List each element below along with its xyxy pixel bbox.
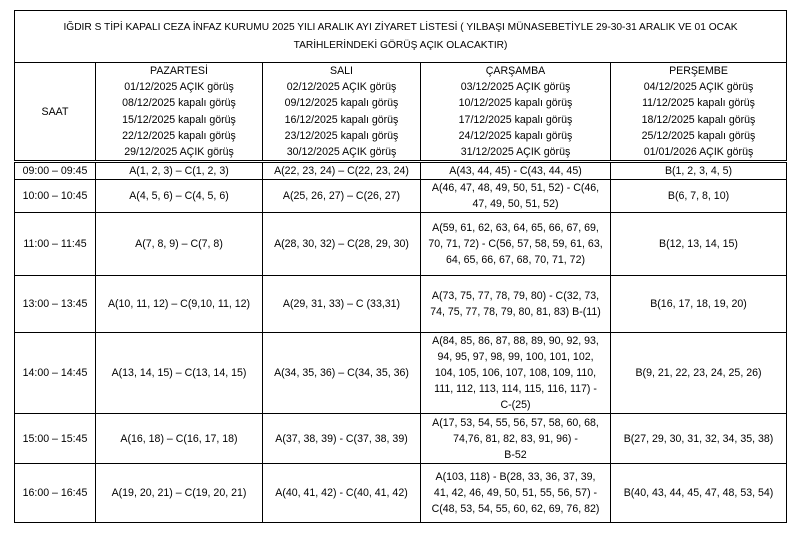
ward-group-line: C(48, 53, 54, 55, 60, 62, 69, 76, 82) xyxy=(431,503,600,516)
date-line: 23/12/2025 kapalı görüş xyxy=(284,129,399,142)
day-name: ÇARŞAMBA xyxy=(485,65,546,77)
persembe-slot-cell xyxy=(611,414,787,464)
pazartesi-slot-cell xyxy=(96,333,263,414)
time-slot-cell xyxy=(15,414,96,464)
ward-group-text: B(16, 17, 18, 19, 20) xyxy=(650,298,747,311)
persembe-slot-cell xyxy=(611,213,787,276)
ward-group-line: 94, 95, 97, 98, 99, 100, 101, 102, xyxy=(437,351,594,364)
day-header-pazartesi xyxy=(96,63,263,162)
carsamba-slot-cell xyxy=(421,464,611,523)
schedule-row xyxy=(15,180,787,213)
ward-group-line: B-52 xyxy=(504,448,527,461)
ward-group-text: B(6, 7, 8, 10) xyxy=(667,190,730,203)
time-slot: 15:00 – 15:45 xyxy=(22,432,88,445)
carsamba-slot-cell xyxy=(421,276,611,333)
ward-group-text: A(28, 30, 32) – C(28, 29, 30) xyxy=(274,238,409,251)
time-slot: 09:00 – 09:45 xyxy=(22,165,88,178)
ward-group-text: A(1, 2, 3) – C(1, 2, 3) xyxy=(129,165,229,178)
time-slot-cell xyxy=(15,464,96,523)
time-slot: 11:00 – 11:45 xyxy=(23,238,87,251)
ward-group-line: 70, 71, 72) - C(56, 57, 58, 59, 61, 63, xyxy=(428,238,603,251)
ward-group-line: 104, 105, 106, 107, 108, 109, 110, xyxy=(434,367,597,380)
ward-group-text: B(1, 2, 3, 4, 5) xyxy=(664,165,733,178)
pazartesi-slot-cell xyxy=(96,213,263,276)
pazartesi-slot-cell xyxy=(96,180,263,213)
ward-group-text: B(27, 29, 30, 31, 32, 34, 35, 38) xyxy=(623,432,774,445)
carsamba-slot-cell xyxy=(421,213,611,276)
time-slot: 16:00 – 16:45 xyxy=(22,487,88,500)
schedule-row xyxy=(15,414,787,464)
schedule-row xyxy=(15,276,787,333)
ward-group-line: 74,76, 81, 82, 83, 91, 96) - xyxy=(453,432,578,445)
day-name: SALI xyxy=(330,65,353,77)
date-line: 17/12/2025 kapalı görüş xyxy=(458,113,573,126)
date-line: 24/12/2025 kapalı görüş xyxy=(458,129,573,142)
time-header-label: SAAT xyxy=(41,105,69,118)
ward-group-line: A(17, 53, 54, 55, 56, 57, 58, 60, 68, xyxy=(432,416,599,429)
date-line: 16/12/2025 kapalı görüş xyxy=(284,113,399,126)
date-line: 01/12/2025 AÇIK görüş xyxy=(124,81,234,94)
ward-group-text: A(16, 18) – C(16, 17, 18) xyxy=(120,432,238,445)
date-line: 04/12/2025 AÇIK görüş xyxy=(643,81,754,94)
time-slot-cell xyxy=(15,180,96,213)
ward-group-text: A(34, 35, 36) – C(34, 35, 36) xyxy=(274,367,409,380)
sali-slot-cell xyxy=(263,414,421,464)
time-header xyxy=(15,63,96,162)
persembe-slot-cell xyxy=(611,464,787,523)
carsamba-slot-cell xyxy=(421,414,611,464)
time-slot-cell xyxy=(15,333,96,414)
time-slot: 14:00 – 14:45 xyxy=(22,367,88,380)
date-line: 18/12/2025 kapalı görüş xyxy=(641,113,756,126)
persembe-slot-cell xyxy=(611,180,787,213)
sali-slot-cell xyxy=(263,162,421,180)
document-title: IĞDIR S TİPİ KAPALI CEZA İNFAZ KURUMU 2025 YILI ARALIK AYI ZİYARET LİSTESİ ( YILBAŞI MÜNASEBETİYLE 29-30-31 ARALIK VE 01 OCAK TARİHLERİNDEKİ GÖRÜŞ AÇIK OLACAKTIR) xyxy=(15,11,787,63)
ward-group-line: A(73, 75, 77, 78, 79, 80) - C(32, 73, xyxy=(431,290,600,303)
sali-slot-cell xyxy=(263,276,421,333)
pazartesi-slot-cell xyxy=(96,162,263,180)
date-line: 09/12/2025 kapalı görüş xyxy=(284,97,399,110)
header-row xyxy=(15,63,787,162)
day-header-persembe xyxy=(611,63,787,162)
ward-group-text: A(13, 14, 15) – C(13, 14, 15) xyxy=(111,367,247,380)
schedule-row xyxy=(15,333,787,414)
persembe-slot-cell xyxy=(611,276,787,333)
date-line: 31/12/2025 AÇIK görüş xyxy=(460,146,571,159)
date-line: 11/12/2025 kapalı görüş xyxy=(642,97,755,110)
carsamba-slot-cell xyxy=(421,162,611,180)
ward-group-line: 47, 49, 50, 51, 52) xyxy=(472,198,559,211)
ward-group-text: A(37, 38, 39) - C(37, 38, 39) xyxy=(275,432,408,445)
schedule-row xyxy=(15,162,787,180)
date-line: 02/12/2025 AÇIK görüş xyxy=(286,81,397,94)
ward-group-line: 111, 112, 113, 114, 115, 116, 117) - xyxy=(434,383,597,396)
date-line: 03/12/2025 AÇIK görüş xyxy=(460,81,571,94)
date-line: 25/12/2025 kapalı görüş xyxy=(641,129,756,142)
time-slot: 13:00 – 13:45 xyxy=(22,298,88,311)
carsamba-slot-cell xyxy=(421,333,611,414)
date-line: 22/12/2025 kapalı görüş xyxy=(122,129,236,142)
date-line: 29/12/2025 AÇIK görüş xyxy=(124,146,234,159)
pazartesi-slot-cell xyxy=(96,464,263,523)
ward-group-line: A(84, 85, 86, 87, 88, 89, 90, 92, 93, xyxy=(432,335,599,348)
visit-schedule-table xyxy=(14,10,787,523)
time-slot: 10:00 – 10:45 xyxy=(22,190,88,203)
ward-group-text: A(4, 5, 6) – C(4, 5, 6) xyxy=(129,190,229,203)
ward-group-line: A(59, 61, 62, 63, 64, 65, 66, 67, 69, xyxy=(432,222,599,235)
date-line: 30/12/2025 AÇIK görüş xyxy=(286,146,397,159)
ward-group-text: A(10, 11, 12) – C(9,10, 11, 12) xyxy=(107,298,251,311)
sali-slot-cell xyxy=(263,180,421,213)
ward-group-line: C-(25) xyxy=(500,399,531,412)
title-row xyxy=(15,11,787,63)
ward-group-line: A(46, 47, 48, 49, 50, 51, 52) - C(46, xyxy=(431,182,600,195)
time-slot-cell xyxy=(15,276,96,333)
date-line: 10/12/2025 kapalı görüş xyxy=(458,97,573,110)
time-slot-cell xyxy=(15,162,96,180)
date-line: 15/12/2025 kapalı görüş xyxy=(122,113,236,126)
ward-group-line: A(103, 118) - B(28, 33, 36, 37, 39, xyxy=(435,471,596,484)
ward-group-line: 41, 42, 46, 49, 50, 51, 55, 56, 57) - xyxy=(433,487,598,500)
ward-group-line: 74, 75, 77, 78, 79, 80, 81, 83) B-(11) xyxy=(430,306,601,319)
ward-group-text: A(40, 41, 42) - C(40, 41, 42) xyxy=(275,487,408,500)
pazartesi-slot-cell xyxy=(96,276,263,333)
ward-group-text: A(7, 8, 9) – C(7, 8) xyxy=(135,238,223,251)
sali-slot-cell xyxy=(263,213,421,276)
day-header-carsamba xyxy=(421,63,611,162)
date-line: 01/01/2026 AÇIK görüş xyxy=(643,146,754,159)
schedule-row xyxy=(15,213,787,276)
time-slot-cell xyxy=(15,213,96,276)
day-header-sali xyxy=(263,63,421,162)
ward-group-text: A(22, 23, 24) – C(22, 23, 24) xyxy=(274,165,409,178)
ward-group-text: A(29, 31, 33) – C (33,31) xyxy=(282,298,401,311)
sali-slot-cell xyxy=(263,464,421,523)
persembe-slot-cell xyxy=(611,333,787,414)
ward-group-line: 64, 65, 66, 67, 68, 70, 71, 72) xyxy=(445,254,585,267)
ward-group-line: A(43, 44, 45) - C(43, 44, 45) xyxy=(449,165,582,178)
pazartesi-slot-cell xyxy=(96,414,263,464)
day-name: PAZARTESİ xyxy=(150,65,208,77)
ward-group-text: B(40, 43, 44, 45, 47, 48, 53, 54) xyxy=(623,487,774,500)
sali-slot-cell xyxy=(263,333,421,414)
schedule-row xyxy=(15,464,787,523)
day-name: PERŞEMBE xyxy=(669,65,728,77)
ward-group-text: B(12, 13, 14, 15) xyxy=(659,238,738,251)
date-line: 08/12/2025 kapalı görüş xyxy=(122,97,236,110)
carsamba-slot-cell xyxy=(421,180,611,213)
ward-group-text: A(25, 26, 27) – C(26, 27) xyxy=(282,190,401,203)
ward-group-text: A(19, 20, 21) – C(19, 20, 21) xyxy=(111,487,247,500)
persembe-slot-cell xyxy=(611,162,787,180)
ward-group-text: B(9, 21, 22, 23, 24, 25, 26) xyxy=(635,367,762,380)
